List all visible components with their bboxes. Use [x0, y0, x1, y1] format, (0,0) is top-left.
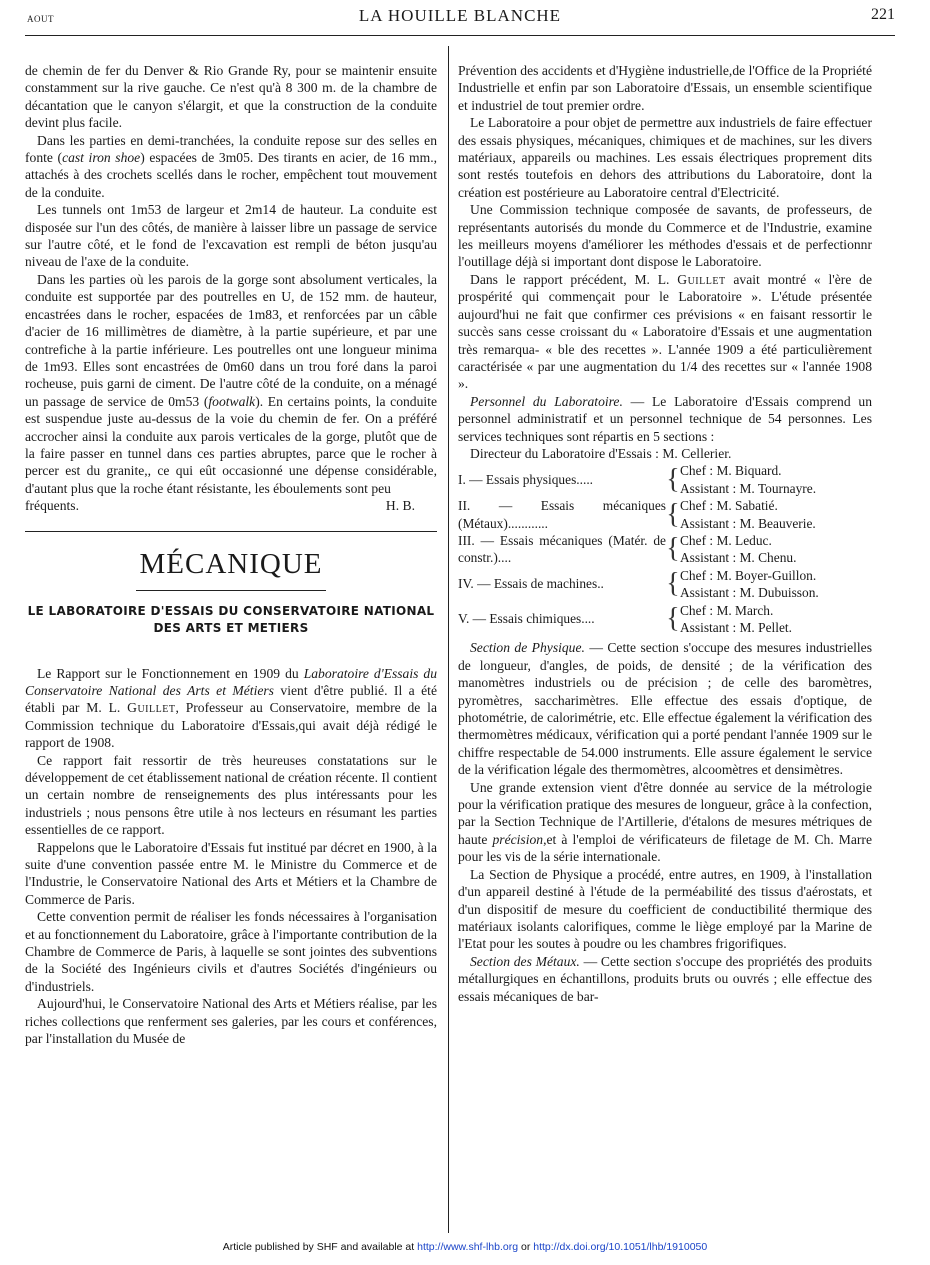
paragraph: Ce rapport fait ressortir de très heureuses constatations sur le développement de cet établissement national de création récente. Il contient un certain nombre de renseignements des plus intéressants pour les industriels ; nous pensons être utile à nos lecteurs en résumant les parties essentielles de ce rapport.	[25, 752, 437, 838]
paragraph: Personnel du Laboratoire. — Le Laboratoire d'Essais comprend un personnel administratif et un personnel technique de 54 personnes. Les services techniques sont répartis en 5 sections :	[458, 393, 872, 444]
paragraph: Aujourd'hui, le Conservatoire National des Arts et Métiers réalise, par les riches collections que renferment ses galeries, par les cours et conférences, par l'installation du Musée de	[25, 996, 437, 1047]
paragraph: Cette convention permit de réaliser les fonds nécessaires à l'organisation et au fonctionnement du Laboratoire, grâce à l'importante contribution de la Chambre de Commerce de Paris, à laquelle se sont jointes des subventions de la Société des Ingénieurs civils et d'autres Sociétés d'ingénieurs ou d'industriels.	[25, 909, 437, 994]
section-name: II. — Essais mécaniques (Métaux)............	[458, 498, 666, 531]
section-assistant: Assistant : M. Chenu.	[680, 550, 797, 566]
table-row	[458, 497, 872, 532]
brace: {	[666, 498, 680, 530]
page-number: 221	[871, 6, 895, 23]
section-name: V. — Essais chimiques....	[458, 611, 595, 627]
paragraph: Les tunnels ont 1m53 de largeur et 2m14 de hauteur. La conduite est disposée sur l'un des côtés, de manière à laisser libre un passage de service sur l'autre côté, et le fond de l'excavation est rempli de béton jusqu'au niveau de l'axe de la conduite.	[25, 202, 437, 270]
section-title-rule	[136, 590, 326, 591]
footer-text: Article published by SHF and available at	[222, 1241, 418, 1253]
doi-link[interactable]: http://dx.doi.org/10.1051/lhb/1910050	[533, 1241, 708, 1253]
section-chef: Chef : M. March.	[680, 602, 774, 618]
paragraph: La Section de Physique a procédé, entre autres, en 1909, à l'installation d'un appareil destiné à l'étude de la perméabilité des tissus d'aérostats, et d'un dispositif de mesure du coefficient de conductibilité thermique des matériaux isolants calorifiques, comme le liège employé par la Marine de l'Etat pour les soutes à poudre ou les chambres frigorifiques.	[458, 866, 872, 952]
section-chef: Chef : M. Leduc.	[680, 532, 772, 548]
paragraph: Section des Métaux. — Cette section s'occupe des propriétés des produits métallurgiques en échantillons, produits bruts ou ouvrés ; elle effectue des essais mécaniques de bar-	[458, 953, 873, 1004]
director-line: Directeur du Laboratoire d'Essais : M. Cellerier.	[470, 445, 732, 461]
section-title: MÉCANIQUE	[139, 547, 323, 580]
table-row	[458, 602, 872, 637]
header-rule	[25, 35, 895, 36]
page-header	[25, 4, 895, 34]
paragraph: de chemin de fer du Denver & Rio Grande Ry, pour se maintenir ensuite constamment sur la rive gauche. Ce n'est qu'à 8 300 m. de la chambre de décantation que le canyon s'élargit, et que la construction de la conduite devint plus facile.	[25, 63, 437, 131]
paragraph: Le Rapport sur le Fonctionnement en 1909 du Laboratoire d'Essais du Conservatoire National des Arts et Métiers vient d'être publié. Il a été établi par M. L. Guillet, Professeur au Conservatoire, membre de la Commission technique du Laboratoire d'Essais,qui avait déjà rédigé le rapport de 1908.	[25, 665, 437, 751]
section-name: III. — Essais mécaniques (Matér. de constr.)....	[458, 532, 666, 566]
journal-title: LA HOUILLE BLANCHE	[358, 6, 562, 25]
column-divider	[448, 46, 449, 1233]
paragraph: Une Commission technique composée de savants, de professeurs, de représentants autorisés du monde du Commerce et de l'Industrie, examine les meilleurs moyens d'améliorer les méthodes d'essais et de perfectionnr l'outillage déjà si important dont dispose le Laboratoire.	[458, 202, 872, 270]
paragraph: Prévention des accidents et d'Hygiène industrielle,de l'Office de la Propriété Industrielle et enfin par son Laboratoire d'Essais, un ensemble scientifique et industriel de tout premier ordre.	[458, 63, 872, 113]
section-chef: Chef : M. Boyer-Guillon.	[680, 567, 817, 583]
section-chef: Chef : M. Sabatié.	[680, 498, 778, 514]
left-column	[25, 62, 437, 1048]
table-row	[458, 567, 872, 602]
right-column	[458, 62, 872, 1005]
paragraph: Une grande extension vient d'être donnée au service de la métrologie pour la vérification pratique des mesures de longueur, grâce à la confection, par la Section Technique de l'Artillerie, d'étalons de mesures métriques de haute précision,et à l'emploi de vérificateurs de filetage de M. Ch. Marre pour les vis de la série internationale.	[458, 779, 872, 865]
section-chef: Chef : M. Biquard.	[680, 463, 782, 479]
signature-line	[25, 497, 437, 514]
article-separator	[25, 531, 437, 532]
paragraph: Dans les parties où les parois de la gorge sont absolument verticales, la conduite est supportée par des poutrelles en U, de 152 mm. de hauteur, encastrées dans le rocher, espacées de 1m83, et renforcées par un câble d'acier de 16 millimètres de diamètre, à la partie supérieure, et par une contrefiche à la partie inférieure. Les poutrelles ont une longueur minima de 1m93. Elles sont encastrées de 0m60 dans un trou foré dans la paroi rocheuse, puis garni de ciment. De l'autre côté de la conduite, on a ménagé un passage de service de 0m53 (footwalk). En certains points, la conduite est suspendue juste au-dessus de la voie du chemin de fer. On a préféré accrocher ainsi la conduite aux parois verticales de la gorge, plutôt que de la faire passer en tunnel dans ces parties abruptes, parce que le rocher à percer est du granite,, ce qui eût occasionné une dépense considérable, d'autant plus que la roche étant résistante, les éboulements sont peu	[25, 271, 437, 496]
brace: {	[666, 603, 680, 634]
paragraph: Dans le rapport précédent, M. L. Guillet avait montré « l'ère de prospérité qui commençait pour le Laboratoire ». L'étude présentée aujourd'hui ne fait que confirmer ces prévisions « en faisant ressortir le succès sans cesse croissant du « Laboratoire d'Essais et une augmentation très remarqua- « ble des recettes ». L'année 1909 a été particulièrement caractérisée « par une augmentation du 1/4 des recettes sur « l'année 1908 ».	[458, 271, 872, 392]
header-month: AOUT	[27, 14, 54, 24]
section-name: I. — Essais physiques.....	[458, 472, 594, 488]
table-row	[458, 462, 872, 497]
sections-table	[458, 462, 872, 636]
paragraph: Le Laboratoire a pour objet de permettre aux industriels de faire effectuer des essais physiques, mécaniques, chimiques et de machines, sur les divers matériaux, appareils ou machines. Les essais électriques proprement dits sont restés toutefois en dehors des attributions du Laboratoire, dont la création est postérieure au Laboratoire central d'Electricité.	[458, 115, 872, 200]
brace: {	[666, 533, 680, 565]
table-row	[458, 532, 872, 567]
shf-link[interactable]: http://www.shf-lhb.org	[417, 1241, 519, 1253]
section-assistant: Assistant : M. Dubuisson.	[680, 585, 819, 601]
section-assistant: Assistant : M. Pellet.	[680, 620, 792, 635]
paragraph: Rappelons que le Laboratoire d'Essais fut institué par décret en 1900, à la suite d'une convention passée entre M. le Ministre du Commerce et de l'Industrie, le Conservatoire National des Arts et Métiers et la Chambre de Commerce de Paris.	[25, 839, 437, 907]
brace: {	[666, 568, 680, 600]
author-signature: H. B.	[385, 498, 415, 514]
article-title: LE LABORATOIRE D'ESSAIS DU CONSERVATOIRE NATIONAL DES ARTS ET METIERS	[27, 603, 435, 635]
footer-or: or	[518, 1241, 534, 1253]
page-footer	[0, 1241, 930, 1253]
paragraph-end: fréquents.	[25, 498, 79, 514]
section-assistant: Assistant : M. Tournayre.	[680, 480, 817, 496]
brace: {	[666, 463, 680, 495]
section-name: IV. — Essais de machines..	[458, 576, 604, 592]
paragraph: Dans les parties en demi-tranchées, la conduite repose sur des selles en fonte (cast iron shoe) espacées de 3m05. Des tirants en acier, de 16 mm., attachés à des crochets scellés dans le rocher, empêchent tout mouvement de la conduite.	[25, 132, 438, 200]
paragraph: Section de Physique. — Cette section s'occupe des mesures industrielles de longueur, d'angles, de poids, de densité ; de la vérification des manomètres industriels ou de précision ; de celle des baromètres, pyromètres, saccharimètres. Elle effectue des essais d'optique, de photométrie, de calorimétrie, etc. Elle effectue également la vérification des thermomètres médicaux, vérification qui a porté pendant l'année 1909 sur le chiffre respectable de 54.000 instruments. Elle assure également le service de la vérification légale des thermomètres, alcoomètres et densimètres.	[458, 640, 872, 778]
section-assistant: Assistant : M. Beauverie.	[680, 515, 816, 531]
